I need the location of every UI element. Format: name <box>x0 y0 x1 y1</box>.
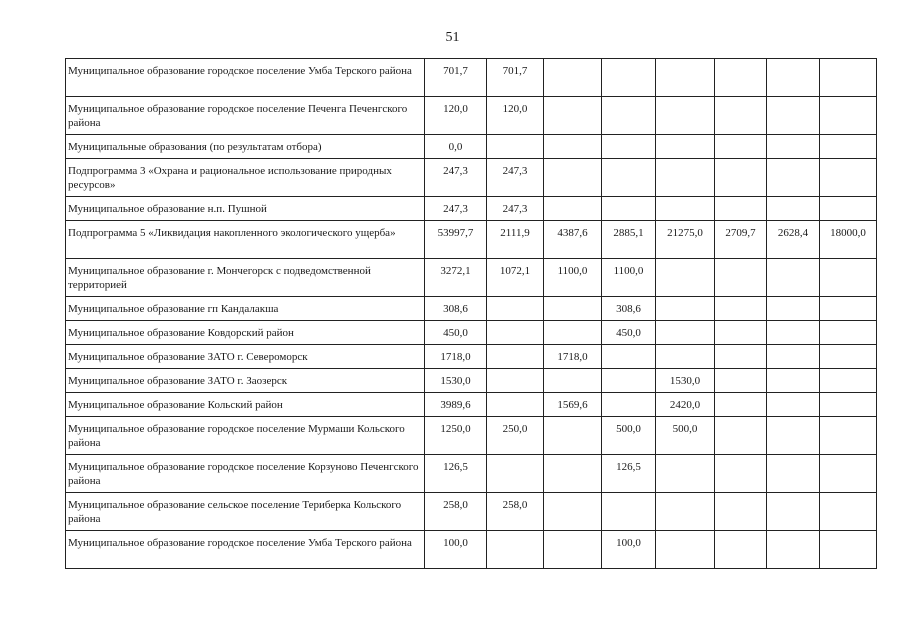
table-row <box>66 259 877 297</box>
value-cell <box>820 97 877 135</box>
value-cell <box>544 59 602 97</box>
value-cell <box>820 59 877 97</box>
row-name-cell: Муниципальное образование Кольский район <box>66 393 425 417</box>
row-name-cell: Муниципальное образование городское поселение Мурмаши Кольского района <box>66 417 425 455</box>
value-cell: 1718,0 <box>425 345 487 369</box>
value-cell <box>767 345 820 369</box>
value-cell <box>715 259 767 297</box>
value-cell <box>656 297 715 321</box>
value-cell: 308,6 <box>602 297 656 321</box>
value-cell <box>487 345 544 369</box>
value-cell <box>715 97 767 135</box>
value-cell <box>656 197 715 221</box>
value-cell <box>820 297 877 321</box>
value-cell: 53997,7 <box>425 221 487 259</box>
value-cell <box>820 455 877 493</box>
row-name-cell: Подпрограмма 5 «Ликвидация накопленного экологического ущерба» <box>66 221 425 259</box>
value-cell <box>544 159 602 197</box>
value-cell <box>767 531 820 569</box>
table-row <box>66 369 877 393</box>
value-cell <box>767 197 820 221</box>
value-cell: 2709,7 <box>715 221 767 259</box>
value-cell <box>544 297 602 321</box>
row-name-cell: Муниципальное образование н.п. Пушной <box>66 197 425 221</box>
row-name-cell: Муниципальное образование гп Кандалакша <box>66 297 425 321</box>
value-cell <box>487 531 544 569</box>
table-row <box>66 417 877 455</box>
table-row <box>66 135 877 159</box>
value-cell <box>715 59 767 97</box>
table-row <box>66 531 877 569</box>
value-cell: 1718,0 <box>544 345 602 369</box>
value-cell <box>656 259 715 297</box>
value-cell <box>820 417 877 455</box>
value-cell: 3989,6 <box>425 393 487 417</box>
table-row <box>66 321 877 345</box>
value-cell <box>820 159 877 197</box>
row-name-cell: Подпрограмма 3 «Охрана и рациональное использование природных ресурсов» <box>66 159 425 197</box>
value-cell <box>820 493 877 531</box>
value-cell <box>715 321 767 345</box>
page-number: 51 <box>445 30 460 45</box>
value-cell <box>767 259 820 297</box>
value-cell <box>820 259 877 297</box>
value-cell: 250,0 <box>487 417 544 455</box>
value-cell <box>602 345 656 369</box>
value-cell: 701,7 <box>425 59 487 97</box>
value-cell: 0,0 <box>425 135 487 159</box>
value-cell <box>715 135 767 159</box>
value-cell: 247,3 <box>425 159 487 197</box>
value-cell <box>544 321 602 345</box>
value-cell: 247,3 <box>487 159 544 197</box>
value-cell <box>602 393 656 417</box>
row-name-cell: Муниципальное образование ЗАТО г. Североморск <box>66 345 425 369</box>
value-cell: 120,0 <box>425 97 487 135</box>
value-cell <box>544 531 602 569</box>
value-cell <box>715 197 767 221</box>
value-cell: 258,0 <box>425 493 487 531</box>
row-name-cell: Муниципальное образование г. Мончегорск с подведомственной территорией <box>66 259 425 297</box>
value-cell <box>820 321 877 345</box>
value-cell: 247,3 <box>487 197 544 221</box>
value-cell <box>767 455 820 493</box>
value-cell: 100,0 <box>425 531 487 569</box>
value-cell <box>656 531 715 569</box>
table-row <box>66 493 877 531</box>
value-cell <box>715 345 767 369</box>
value-cell <box>656 159 715 197</box>
value-cell <box>767 59 820 97</box>
value-cell: 247,3 <box>425 197 487 221</box>
value-cell: 100,0 <box>602 531 656 569</box>
value-cell <box>487 135 544 159</box>
value-cell <box>544 97 602 135</box>
value-cell <box>544 369 602 393</box>
row-name-cell: Муниципальное образование городское поселение Печенга Печенгского района <box>66 97 425 135</box>
value-cell: 1072,1 <box>487 259 544 297</box>
value-cell <box>820 393 877 417</box>
value-cell <box>656 345 715 369</box>
value-cell <box>715 531 767 569</box>
value-cell <box>544 197 602 221</box>
value-cell <box>820 345 877 369</box>
value-cell: 2885,1 <box>602 221 656 259</box>
value-cell <box>820 531 877 569</box>
value-cell <box>767 369 820 393</box>
value-cell <box>820 369 877 393</box>
table-row <box>66 345 877 369</box>
value-cell <box>487 369 544 393</box>
value-cell <box>602 159 656 197</box>
row-name-cell: Муниципальное образование городское поселение Корзуново Печенгского района <box>66 455 425 493</box>
value-cell <box>544 455 602 493</box>
value-cell: 701,7 <box>487 59 544 97</box>
value-cell <box>715 393 767 417</box>
value-cell: 1100,0 <box>602 259 656 297</box>
value-cell: 3272,1 <box>425 259 487 297</box>
value-cell <box>767 135 820 159</box>
value-cell <box>767 97 820 135</box>
value-cell: 308,6 <box>425 297 487 321</box>
value-cell <box>715 159 767 197</box>
value-cell <box>544 417 602 455</box>
value-cell <box>820 135 877 159</box>
value-cell: 18000,0 <box>820 221 877 259</box>
value-cell <box>767 297 820 321</box>
value-cell: 500,0 <box>602 417 656 455</box>
value-cell: 258,0 <box>487 493 544 531</box>
value-cell: 2628,4 <box>767 221 820 259</box>
row-name-cell: Муниципальное образование ЗАТО г. Заозерск <box>66 369 425 393</box>
value-cell: 4387,6 <box>544 221 602 259</box>
value-cell <box>767 159 820 197</box>
value-cell <box>656 321 715 345</box>
value-cell <box>767 321 820 345</box>
table-row <box>66 455 877 493</box>
value-cell <box>487 393 544 417</box>
value-cell <box>487 455 544 493</box>
value-cell <box>767 393 820 417</box>
value-cell <box>602 369 656 393</box>
row-name-cell: Муниципальное образование городское поселение Умба Терского района <box>66 531 425 569</box>
table-row <box>66 221 877 259</box>
value-cell: 126,5 <box>602 455 656 493</box>
value-cell <box>487 321 544 345</box>
value-cell: 500,0 <box>656 417 715 455</box>
value-cell <box>767 493 820 531</box>
table-row <box>66 159 877 197</box>
value-cell: 2111,9 <box>487 221 544 259</box>
table-row <box>66 97 877 135</box>
row-name-cell: Муниципальное образование сельское поселение Териберка Кольского района <box>66 493 425 531</box>
value-cell: 1100,0 <box>544 259 602 297</box>
row-name-cell: Муниципальное образование городское поселение Умба Терского района <box>66 59 425 97</box>
value-cell <box>656 97 715 135</box>
value-cell <box>602 135 656 159</box>
value-cell: 2420,0 <box>656 393 715 417</box>
value-cell <box>656 135 715 159</box>
value-cell: 1530,0 <box>656 369 715 393</box>
value-cell <box>602 59 656 97</box>
value-cell: 1250,0 <box>425 417 487 455</box>
value-cell: 126,5 <box>425 455 487 493</box>
value-cell <box>544 135 602 159</box>
table-row <box>66 59 877 97</box>
value-cell: 21275,0 <box>656 221 715 259</box>
value-cell <box>715 455 767 493</box>
value-cell <box>715 369 767 393</box>
value-cell <box>715 417 767 455</box>
value-cell: 120,0 <box>487 97 544 135</box>
value-cell <box>656 59 715 97</box>
value-cell <box>715 297 767 321</box>
value-cell <box>602 493 656 531</box>
value-cell: 450,0 <box>602 321 656 345</box>
value-cell: 1530,0 <box>425 369 487 393</box>
table-row <box>66 297 877 321</box>
value-cell <box>487 297 544 321</box>
value-cell <box>544 493 602 531</box>
table-row <box>66 393 877 417</box>
value-cell <box>656 493 715 531</box>
table-row <box>66 197 877 221</box>
value-cell <box>767 417 820 455</box>
table-body <box>66 59 877 569</box>
budget-table <box>65 58 877 569</box>
value-cell <box>715 493 767 531</box>
row-name-cell: Муниципальные образования (по результатам отбора) <box>66 135 425 159</box>
value-cell <box>820 197 877 221</box>
value-cell <box>656 455 715 493</box>
value-cell <box>602 197 656 221</box>
value-cell: 450,0 <box>425 321 487 345</box>
row-name-cell: Муниципальное образование Ковдорский район <box>66 321 425 345</box>
value-cell <box>602 97 656 135</box>
value-cell: 1569,6 <box>544 393 602 417</box>
